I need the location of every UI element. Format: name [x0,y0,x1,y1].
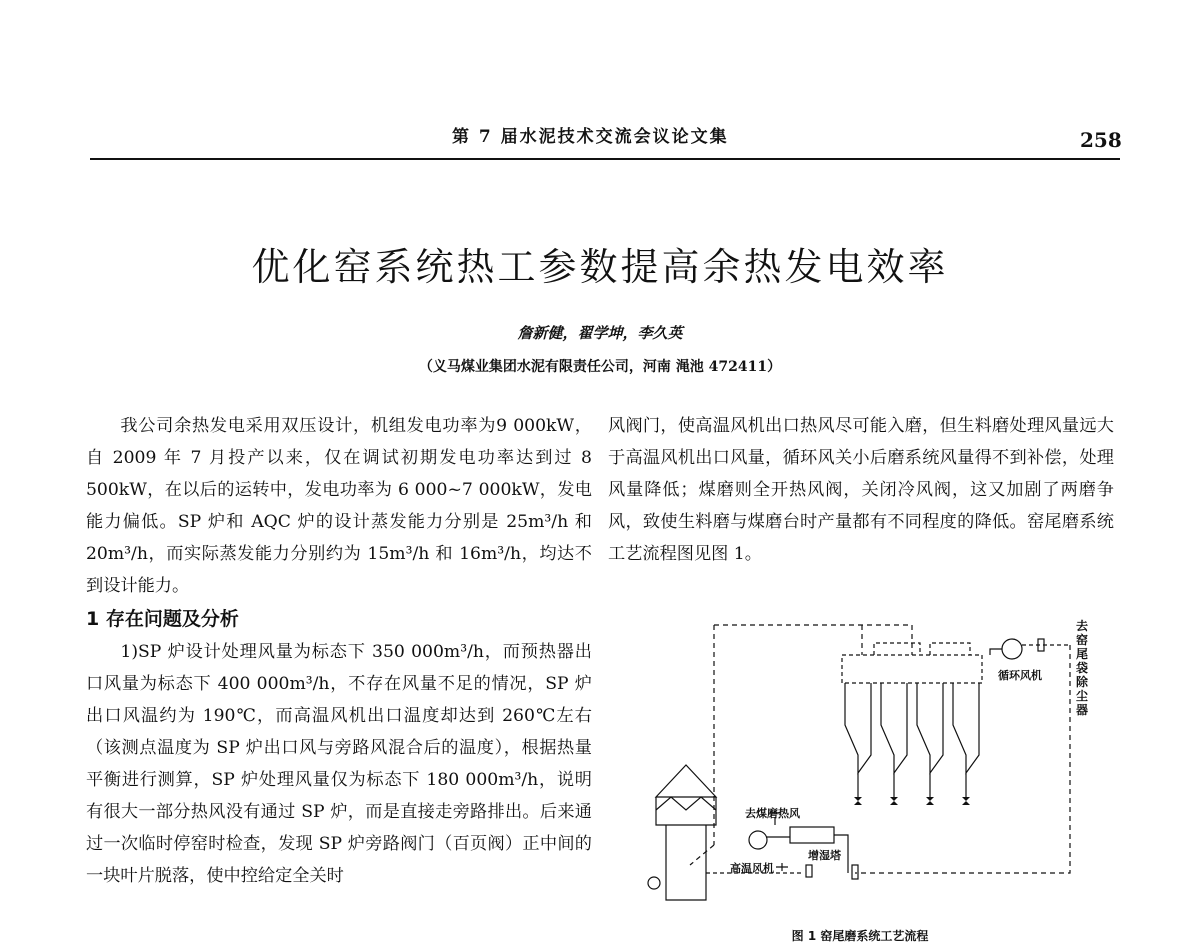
paper-title: 优化窑系统热工参数提高余热发电效率 [251,245,949,289]
page-header [0,118,1200,166]
right-paragraph-1: 风阀门，使高温风机出口热风尽可能入磨，但生料磨处理风量远大于高温风机出口风量，循环风关小后磨系统风量得不到补偿，处理风量降低；煤磨则全开热风阀，关闭冷风阀，这又加剧了两磨争风，致使生料磨与煤磨台时产量都有不同程度的降低。窑尾磨系统工艺流程图见图 1。 [608,416,1114,564]
journal-title: 第 7 届水泥技术交流会议论文集 [452,127,729,147]
paper-affiliation: （义马煤业集团水泥有限责任公司，河南 渑池 472411） [418,359,782,375]
label-humidifier-tower: 增湿塔 [808,849,841,862]
process-flow-diagram [630,615,1090,920]
paper-authors: 詹新健，翟学坤，李久英 [517,324,683,342]
label-to-coal-mill-hot-air: 去煤磨热风 [745,807,800,820]
label-circulation-fan: 循环风机 [998,669,1042,682]
left-column [86,410,592,892]
label-high-temp-fan: 高温风机 [730,862,774,875]
left-paragraph-1: 我公司余热发电采用双压设计，机组发电功率为9 000kW，自 2009 年 7 月投产以来，仅在调试初期发电功率达到过 8 500kW，在以后的运转中，发电功率为 6 000~7 000kW，发电能力偏低。SP 炉和 AQC 炉的设计蒸发能力分别是 25m³/h 和 20m³/h，而实际蒸发能力分别约为 15m³/h 和 16m³/h，均达不到设计能力。 [86,416,592,596]
left-paragraph-2: 1)SP 炉设计处理风量为标态下 350 000m³/h，而预热器出口风量为标态下 400 000m³/h，不存在风量不足的情况，SP 炉出口风温约为 190℃，而高温风机出口温度却达到 260℃左右（该测点温度为 SP 炉出口风与旁路风混合后的温度），根据热量平衡进行测算，SP 炉处理风量仅为标态下 180 000m³/h，说明有很大一部分热风没有通过 SP 炉，而是直接走旁路排出。后来通过一次临时停窑时检查，发现 SP 炉旁路阀门（百页阀）正中间的一块叶片脱落，使中控给定全关时 [86,642,592,886]
page-number: 258 [1080,128,1122,152]
right-column [608,410,1114,570]
header-rule [90,158,1120,160]
figure-caption: 图 1 窑尾磨系统工艺流程 [791,929,929,943]
section-heading-1: 1 存在问题及分析 [86,608,239,630]
label-to-kiln-dust-collector: 去窑尾袋除尘器 [1076,619,1089,717]
process-flow-figure [630,615,1090,945]
